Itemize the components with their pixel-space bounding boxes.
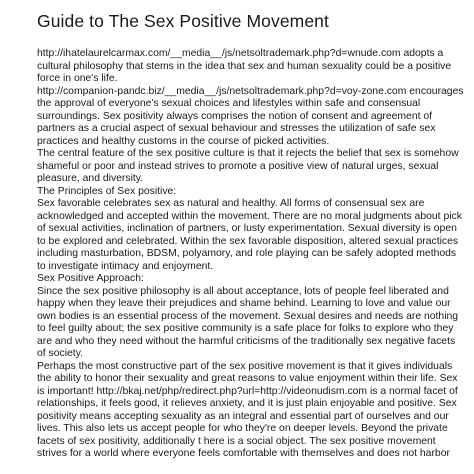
text-line: the approval of everyone's sexual choices and lifestyles within safe and consensual: [37, 98, 421, 109]
text-line: practices and healthy customs in the course of picked activities.: [37, 135, 330, 147]
section-heading: Sex Positive Approach:: [37, 273, 144, 284]
text-line: The central feature of the sex positive culture is that it rejects the belief that sex is somehow: [37, 148, 459, 159]
text-line: facets of sex positivity, additionally t here is a social object. The sex positive movement: [37, 435, 436, 447]
text-line: partners as a crucial aspect of sexual behaviour and stresses the utilization of safe sex: [37, 123, 436, 134]
text-line: are and who they need without the harmful criticisms of the traditionally sex negative facets: [37, 335, 456, 347]
text-line: cultural philosophy that stems in the idea that sex and human sexuality could be a positive: [37, 60, 452, 72]
text-line: pleasure, and diversity.: [37, 173, 144, 184]
text-line: Sex favorable celebrates sex as natural and healthy. All forms of consensual sex are: [37, 198, 425, 209]
section-heading: The Principles of Sex positive:: [37, 185, 177, 197]
text-line: Perhaps the most constructive part of the sex positive movement is that it gives individuals: [37, 360, 453, 372]
text-line: to investigate intimacy and enjoyment.: [37, 260, 214, 272]
text-line: positivity means accepting sexuality as an integral and essential part of ourselves and our: [37, 410, 449, 422]
text-line: the ability to honor their sexuality and great reasons to value enjoyment within their life. Sex: [37, 373, 458, 384]
text-line: force in one's life.: [37, 73, 118, 84]
text-line: shameful or poor and instead strives to promote a positive view of natural urges, sexual: [37, 160, 439, 172]
text-line: http://ihatelaurelcarmax.com/__media__/js/netsoltrademark.php?d=wnude.com adopts a: [37, 48, 444, 59]
text-line: happy when they leave their prejudices and shame behind. Learning to love and value our: [37, 298, 451, 309]
document-body: [37, 48, 464, 461]
text-line: strives for a world where everyone feels comfortable with themselves and does not harbor: [37, 448, 450, 459]
text-line: of society.: [37, 348, 84, 359]
text-line: http://companion-pandc.biz/__media__/js/netsoltrademark.php?d=voy-zone.com encourages: [37, 85, 464, 97]
text-line: to feel guilty about; the sex positive community is a safe place for folks to explore who they: [37, 323, 454, 334]
text-line: is important! http://bkaj.net/php/redirect.php?url=http://videonudism.com is a normal facet of: [37, 385, 458, 397]
document-title: Guide to The Sex Positive Movement: [37, 11, 329, 31]
text-line: of sexual activities, inclination of partners, or lusty experimentation. Sexual diversity is open: [37, 223, 457, 234]
text-line: to be explored and celebrated. Within the sex favorable disposition, altered sexual practices: [37, 235, 459, 247]
text-line: surroundings. Sex positivity always comprises the notion of consent and agreement of: [37, 110, 433, 122]
text-line: Since the sex positive philosophy is all about acceptance, lots of people feel liberated and: [37, 285, 449, 297]
text-line: including masturbation, BDSM, polyamory, and role playing can be safely adopted methods: [37, 248, 457, 259]
text-line: lives. This also lets us accept people for who they're on deeper levels. Beyond the private: [37, 423, 448, 434]
text-line: relationships, it feels good, it relieves anxiety, and it is just plain enjoyable and positive. Sex: [37, 398, 457, 409]
text-line: acknowledged and accepted within the movement. There are no moral judgments about pick: [37, 210, 462, 222]
text-line: own bodies is an essential process of the movement. Sexual desires and needs are nothing: [37, 310, 459, 322]
